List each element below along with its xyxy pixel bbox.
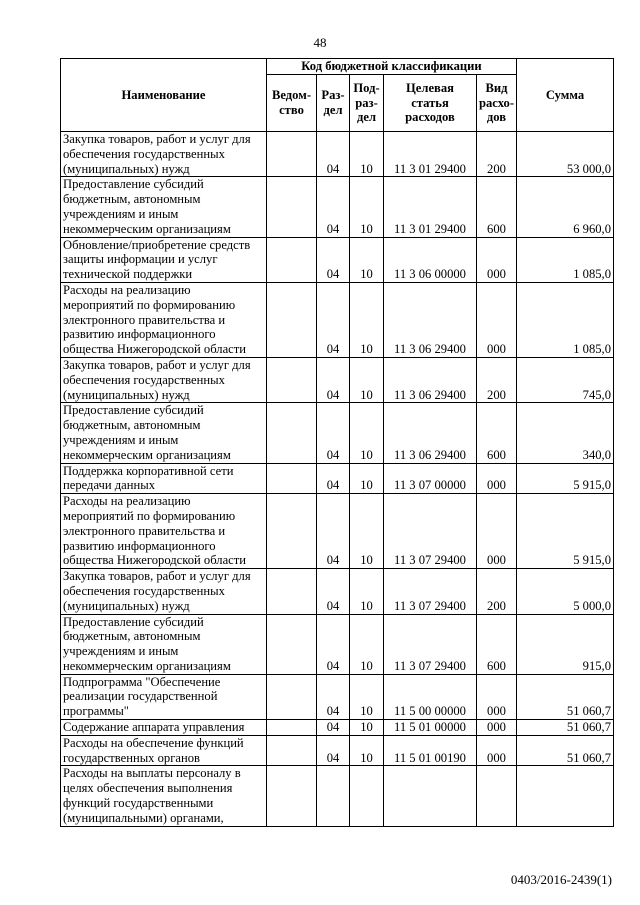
row-subsection: 10 [350,403,384,463]
row-name: Подпрограмма "Обеспечение реализации государственной программы" [61,674,267,719]
row-section [317,766,350,826]
row-department [267,177,317,237]
table-row [61,237,614,282]
table-row [61,494,614,569]
row-subsection: 10 [350,735,384,766]
row-name: Закупка товаров, работ и услуг для обеспечения государственных (муниципальных) нужд [61,132,267,177]
row-name: Содержание аппарата управления [61,720,267,736]
row-department [267,614,317,674]
table-row [61,132,614,177]
row-target-article: 11 3 07 29400 [384,569,477,614]
table-row [61,357,614,402]
row-subsection: 10 [350,132,384,177]
row-department [267,720,317,736]
row-expense-type: 000 [477,735,517,766]
row-section: 04 [317,720,350,736]
header-sum: Сумма [517,59,614,132]
row-section: 04 [317,463,350,494]
row-sum: 340,0 [517,403,614,463]
table-row [61,674,614,719]
row-expense-type: 200 [477,569,517,614]
row-name: Закупка товаров, работ и услуг для обеспечения государственных (муниципальных) нужд [61,569,267,614]
row-expense-type: 000 [477,237,517,282]
table-row [61,463,614,494]
row-section: 04 [317,614,350,674]
row-subsection [350,766,384,826]
row-expense-type: 200 [477,357,517,402]
row-target-article: 11 3 06 29400 [384,403,477,463]
document-code: 0403/2016-2439(1) [510,872,612,887]
row-expense-type: 000 [477,720,517,736]
row-subsection: 10 [350,674,384,719]
row-subsection: 10 [350,357,384,402]
row-expense-type: 600 [477,403,517,463]
row-target-article: 11 3 01 29400 [384,177,477,237]
row-section: 04 [317,177,350,237]
row-target-article [384,766,477,826]
header-department: Ведом- ство [267,75,317,132]
row-section: 04 [317,494,350,569]
row-name: Предоставление субсидий бюджетным, автономным учреждениям и иным некоммерческим организациям [61,177,267,237]
row-target-article: 11 3 06 00000 [384,237,477,282]
header-section: Раз- дел [317,75,350,132]
row-expense-type: 600 [477,614,517,674]
row-sum: 5 915,0 [517,463,614,494]
row-section: 04 [317,403,350,463]
row-department [267,494,317,569]
row-expense-type: 000 [477,463,517,494]
budget-table [60,58,614,827]
row-section: 04 [317,237,350,282]
row-sum: 1 085,0 [517,237,614,282]
row-subsection: 10 [350,463,384,494]
row-subsection: 10 [350,282,384,357]
row-sum [517,766,614,826]
table-row [61,766,614,826]
row-department [267,766,317,826]
row-name: Поддержка корпоративной сети передачи данных [61,463,267,494]
row-section: 04 [317,132,350,177]
row-sum: 6 960,0 [517,177,614,237]
row-department [267,569,317,614]
row-department [267,132,317,177]
row-department [267,237,317,282]
row-expense-type [477,766,517,826]
row-section: 04 [317,357,350,402]
row-subsection: 10 [350,614,384,674]
row-target-article: 11 3 06 29400 [384,282,477,357]
row-department [267,463,317,494]
row-department [267,403,317,463]
row-subsection: 10 [350,237,384,282]
row-sum: 745,0 [517,357,614,402]
row-subsection: 10 [350,569,384,614]
row-target-article: 11 3 06 29400 [384,357,477,402]
row-sum: 5 000,0 [517,569,614,614]
row-sum: 1 085,0 [517,282,614,357]
row-name: Предоставление субсидий бюджетным, автономным учреждениям и иным некоммерческим организациям [61,403,267,463]
table-row [61,569,614,614]
row-subsection: 10 [350,177,384,237]
row-section: 04 [317,735,350,766]
row-sum: 51 060,7 [517,735,614,766]
row-department [267,357,317,402]
row-sum: 5 915,0 [517,494,614,569]
row-sum: 915,0 [517,614,614,674]
row-target-article: 11 3 01 29400 [384,132,477,177]
row-name: Расходы на выплаты персоналу в целях обеспечения выполнения функций государственными (муниципальными) органами, [61,766,267,826]
header-name: Наименование [61,59,267,132]
row-name: Закупка товаров, работ и услуг для обеспечения государственных (муниципальных) нужд [61,357,267,402]
row-sum: 51 060,7 [517,720,614,736]
row-sum: 51 060,7 [517,674,614,719]
row-target-article: 11 3 07 00000 [384,463,477,494]
row-name: Расходы на реализацию мероприятий по формированию электронного правительства и развитию информационного общества Нижегородской области [61,494,267,569]
page-number: 48 [313,35,327,50]
row-section: 04 [317,282,350,357]
row-subsection: 10 [350,720,384,736]
table-row [61,720,614,736]
row-name: Расходы на реализацию мероприятий по формированию электронного правительства и развитию информационного общества Нижегородской области [61,282,267,357]
row-sum: 53 000,0 [517,132,614,177]
table-row [61,177,614,237]
row-target-article: 11 5 00 00000 [384,674,477,719]
table-row [61,735,614,766]
row-expense-type: 000 [477,494,517,569]
row-expense-type: 200 [477,132,517,177]
table-row [61,614,614,674]
row-department [267,674,317,719]
row-subsection: 10 [350,494,384,569]
row-expense-type: 600 [477,177,517,237]
row-name: Обновление/приобретение средств защиты информации и услуг технической поддержки [61,237,267,282]
row-section: 04 [317,569,350,614]
row-target-article: 11 5 01 00190 [384,735,477,766]
header-subsection: Под- раз- дел [350,75,384,132]
header-expense-type: Вид расхо- дов [477,75,517,132]
row-name: Предоставление субсидий бюджетным, автономным учреждениям и иным некоммерческим организациям [61,614,267,674]
row-section: 04 [317,674,350,719]
row-expense-type: 000 [477,674,517,719]
header-classification-code: Код бюджетной классификации [267,59,517,75]
row-target-article: 11 3 07 29400 [384,494,477,569]
row-department [267,282,317,357]
row-target-article: 11 3 07 29400 [384,614,477,674]
table-row [61,403,614,463]
row-department [267,735,317,766]
row-target-article: 11 5 01 00000 [384,720,477,736]
header-target-article: Целевая статья расходов [384,75,477,132]
row-name: Расходы на обеспечение функций государственных органов [61,735,267,766]
row-expense-type: 000 [477,282,517,357]
table-row [61,282,614,357]
